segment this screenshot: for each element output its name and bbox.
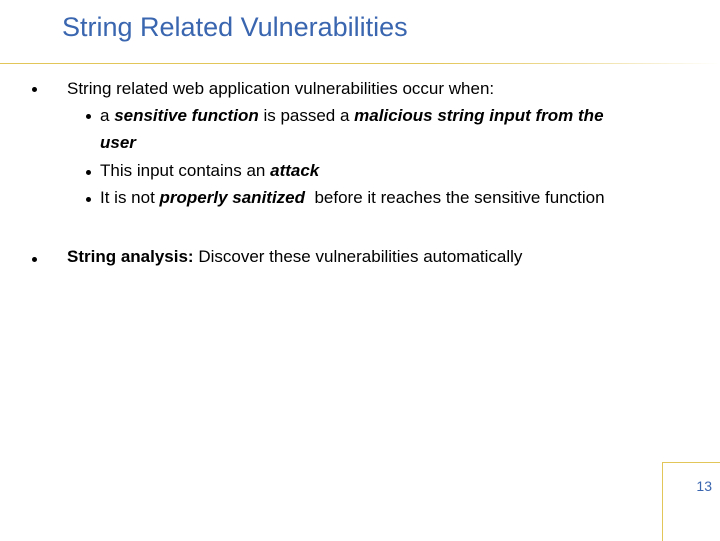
- sub-bullet-text-part: This input contains an: [100, 161, 271, 180]
- sub-bullet-text: [100, 160, 319, 182]
- sub-bullet-text-part: is passed a: [258, 106, 355, 125]
- emphasis-properly-sanitized: properly sanitized: [159, 188, 306, 207]
- page-number: 13: [696, 478, 712, 494]
- bullet-dot-icon: [32, 257, 37, 262]
- sub-bullet-dot-icon: [86, 170, 91, 175]
- sub-bullet-text-part: It is not: [100, 188, 160, 207]
- sub-bullet-text: [100, 105, 604, 127]
- emphasis-malicious-input: malicious string input from the: [354, 106, 604, 125]
- emphasis-attack: attack: [270, 161, 320, 180]
- sub-bullet-text-part: a: [100, 106, 115, 125]
- bullet-dot-icon: [32, 87, 37, 92]
- page-number-frame: [662, 462, 720, 541]
- string-analysis-label: String analysis:: [67, 247, 194, 266]
- main-bullet-text: [67, 246, 522, 268]
- emphasis-sensitive-function: sensitive function: [114, 106, 259, 125]
- sub-bullet-text-part: before it reaches the sensitive function: [305, 188, 605, 207]
- emphasis-malicious-input-continued: user: [100, 133, 136, 152]
- sub-bullet-dot-icon: [86, 114, 91, 119]
- sub-bullet-text: [100, 187, 605, 209]
- title-underline-rule: [0, 63, 720, 64]
- main-bullet-text-part: Discover these vulnerabilities automatically: [193, 247, 523, 266]
- slide-title: String Related Vulnerabilities: [62, 12, 408, 42]
- sub-bullet-dot-icon: [86, 197, 91, 202]
- main-bullet-text: String related web application vulnerabilities occur when:: [67, 79, 495, 98]
